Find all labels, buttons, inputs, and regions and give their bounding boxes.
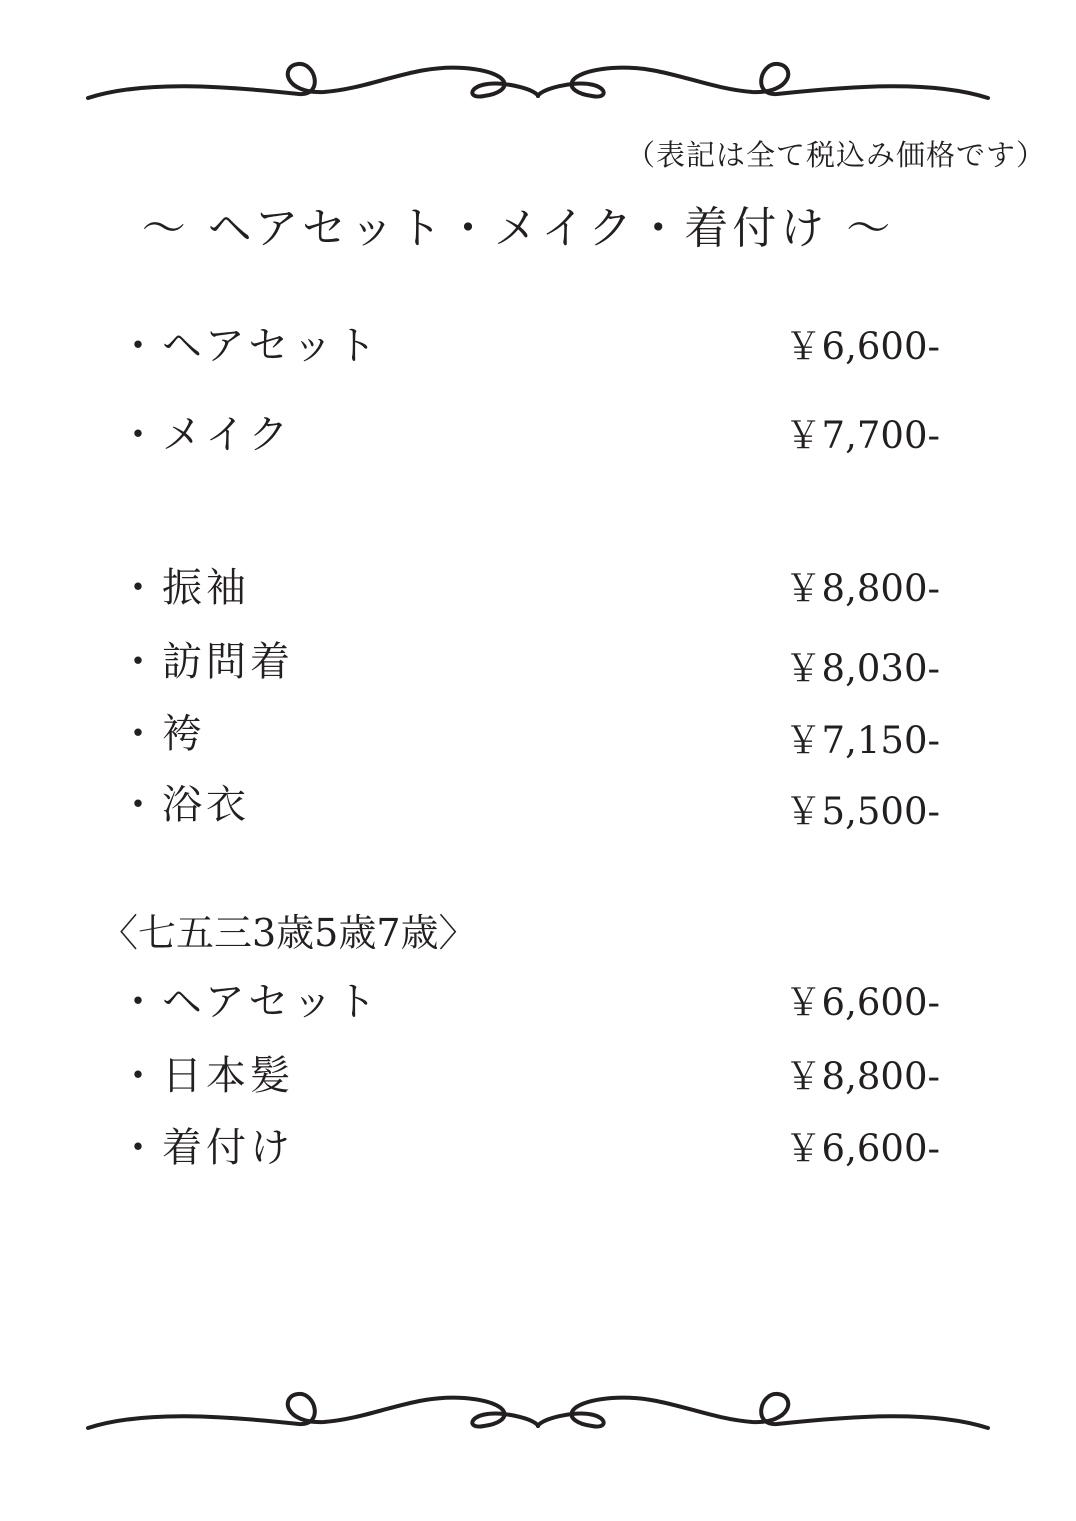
menu-item-price: ￥6,600- [784, 325, 940, 368]
menu-item-label: ・メイク [118, 412, 293, 458]
menu-item-price: ￥6,600- [784, 1127, 940, 1170]
section-heading-shichigosan: 〈七五三3歳5歳7歳〉 [100, 911, 477, 955]
tax-note: （表記は全て税込み価格です） [625, 138, 1046, 172]
menu-item-price: ￥8,800- [784, 1055, 940, 1098]
menu-item [118, 773, 940, 833]
menu-item [118, 1116, 940, 1172]
menu-item-price: ￥7,700- [784, 414, 940, 457]
menu-item-label: ・着付け [118, 1125, 294, 1171]
menu-item [118, 1044, 940, 1100]
menu-item [118, 630, 940, 690]
menu-item-price: ￥6,600- [784, 981, 940, 1024]
menu-item [118, 702, 940, 762]
page-title: ～ ヘアセット・メイク・着付け ～ [141, 203, 895, 254]
menu-item-label: ・ヘアセット [118, 323, 381, 369]
menu-item-price: ￥7,150- [784, 719, 940, 762]
menu-item [118, 970, 940, 1026]
menu-item [118, 314, 940, 370]
menu-item-label: ・袴 [118, 711, 206, 757]
menu-item-price: ￥5,500- [784, 790, 940, 833]
swirl-divider-icon [84, 1382, 992, 1442]
menu-item-label: ・振袖 [118, 565, 250, 611]
menu-item-label: ・訪問着 [118, 639, 294, 685]
menu-item [118, 403, 940, 459]
menu-item-label: ・日本髪 [118, 1053, 294, 1099]
menu-item [118, 556, 940, 612]
menu-item-label: ・浴衣 [118, 782, 250, 828]
menu-item-price: ￥8,800- [784, 567, 940, 610]
menu-item-label: ・ヘアセット [118, 979, 381, 1025]
swirl-divider-icon [84, 52, 992, 112]
menu-item-price: ￥8,030- [784, 647, 940, 690]
